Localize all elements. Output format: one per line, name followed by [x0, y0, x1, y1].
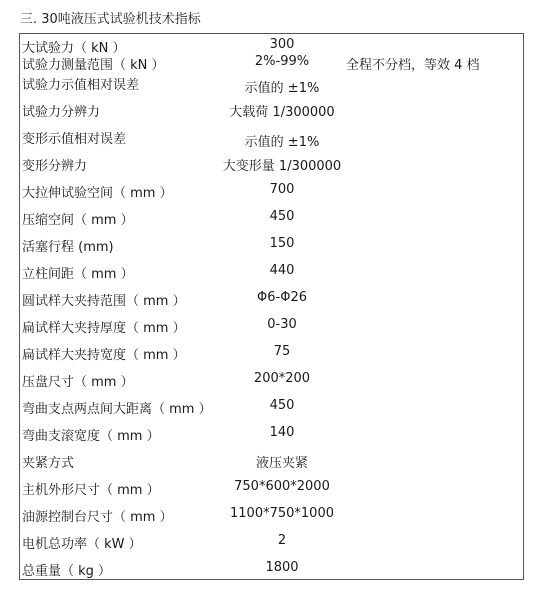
- spec-value: 750*600*2000: [234, 479, 330, 494]
- spec-value: 150: [269, 236, 295, 251]
- spec-value: 450: [269, 209, 295, 224]
- spec-row: [20, 560, 525, 582]
- spec-value: 200*200: [253, 371, 311, 386]
- spec-row: [20, 101, 525, 123]
- spec-note: 全程不分档，等效 4 档: [346, 58, 480, 73]
- spec-value: Φ6-Φ26: [257, 290, 307, 305]
- spec-row: [20, 128, 525, 150]
- spec-table: [19, 33, 524, 580]
- spec-row: [20, 74, 525, 96]
- spec-row: [20, 398, 525, 420]
- spec-value: 700: [269, 182, 295, 197]
- spec-row: [20, 479, 525, 501]
- spec-label: 压盘尺寸（ mm ）: [22, 375, 134, 390]
- spec-label: 压缩空间（ mm ）: [22, 213, 134, 228]
- spec-label: 夹紧方式: [22, 456, 75, 471]
- document-title: 三. 30吨液压式试验机技术指标: [20, 12, 201, 27]
- spec-label: 活塞行程 (mm): [22, 240, 114, 255]
- spec-value: 1100*750*1000: [230, 506, 334, 521]
- spec-value: 液压夹紧: [255, 456, 309, 471]
- spec-value: 0-30: [267, 317, 297, 332]
- spec-value: 440: [269, 263, 295, 278]
- spec-value: 300: [269, 37, 295, 52]
- spec-label: 弯曲支滚宽度（ mm ）: [22, 429, 160, 444]
- spec-label: 试验力测量范围（ kN ）: [22, 58, 165, 73]
- spec-row: [20, 533, 525, 555]
- spec-value: 2%-99%: [254, 54, 310, 69]
- spec-label: 试验力示值相对误差: [22, 78, 140, 93]
- spec-value: 大载荷 1/300000: [229, 105, 335, 120]
- spec-label: 圆试样大夹持范围（ mm ）: [22, 294, 186, 309]
- spec-row: [20, 425, 525, 447]
- spec-label: 油源控制台尺寸（ mm ）: [22, 510, 173, 525]
- spec-label: 扁试样大夹持厚度（ mm ）: [22, 321, 186, 336]
- spec-value: 75: [273, 344, 291, 359]
- spec-row: [20, 236, 525, 258]
- spec-value: 1800: [265, 560, 299, 575]
- spec-value: 140: [269, 425, 295, 440]
- spec-row: [20, 371, 525, 393]
- spec-value: 450: [269, 398, 295, 413]
- spec-label: 弯曲支点两点间大距离（ mm ）: [22, 402, 212, 417]
- spec-label: 立柱间距（ mm ）: [22, 267, 134, 282]
- spec-row: [20, 344, 525, 366]
- spec-label: 变形分辨力: [22, 159, 88, 174]
- spec-value: 大变形量 1/300000: [222, 159, 342, 174]
- spec-row: [20, 317, 525, 339]
- spec-label: 变形示值相对误差: [22, 132, 127, 147]
- spec-label: 试验力分辨力: [22, 105, 101, 120]
- spec-row: [20, 209, 525, 231]
- spec-value: 示值的 ±1%: [244, 135, 320, 150]
- spec-row: [20, 290, 525, 312]
- spec-label: 大拉伸试验空间（ mm ）: [22, 186, 173, 201]
- spec-label: 总重量（ kg ）: [22, 564, 112, 579]
- spec-label: 主机外形尺寸（ mm ）: [22, 483, 160, 498]
- spec-label: 扁试样大夹持宽度（ mm ）: [22, 348, 186, 363]
- spec-row: [20, 155, 525, 177]
- spec-row: [20, 506, 525, 528]
- spec-value: 示值的 ±1%: [244, 81, 320, 96]
- spec-value: 2: [277, 533, 287, 548]
- spec-row: [20, 54, 525, 76]
- spec-row: [20, 452, 525, 474]
- spec-row: [20, 263, 525, 285]
- spec-label: 大试验力（ kN ）: [22, 41, 126, 56]
- spec-row: [20, 182, 525, 204]
- spec-label: 电机总功率（ kW ）: [22, 537, 142, 552]
